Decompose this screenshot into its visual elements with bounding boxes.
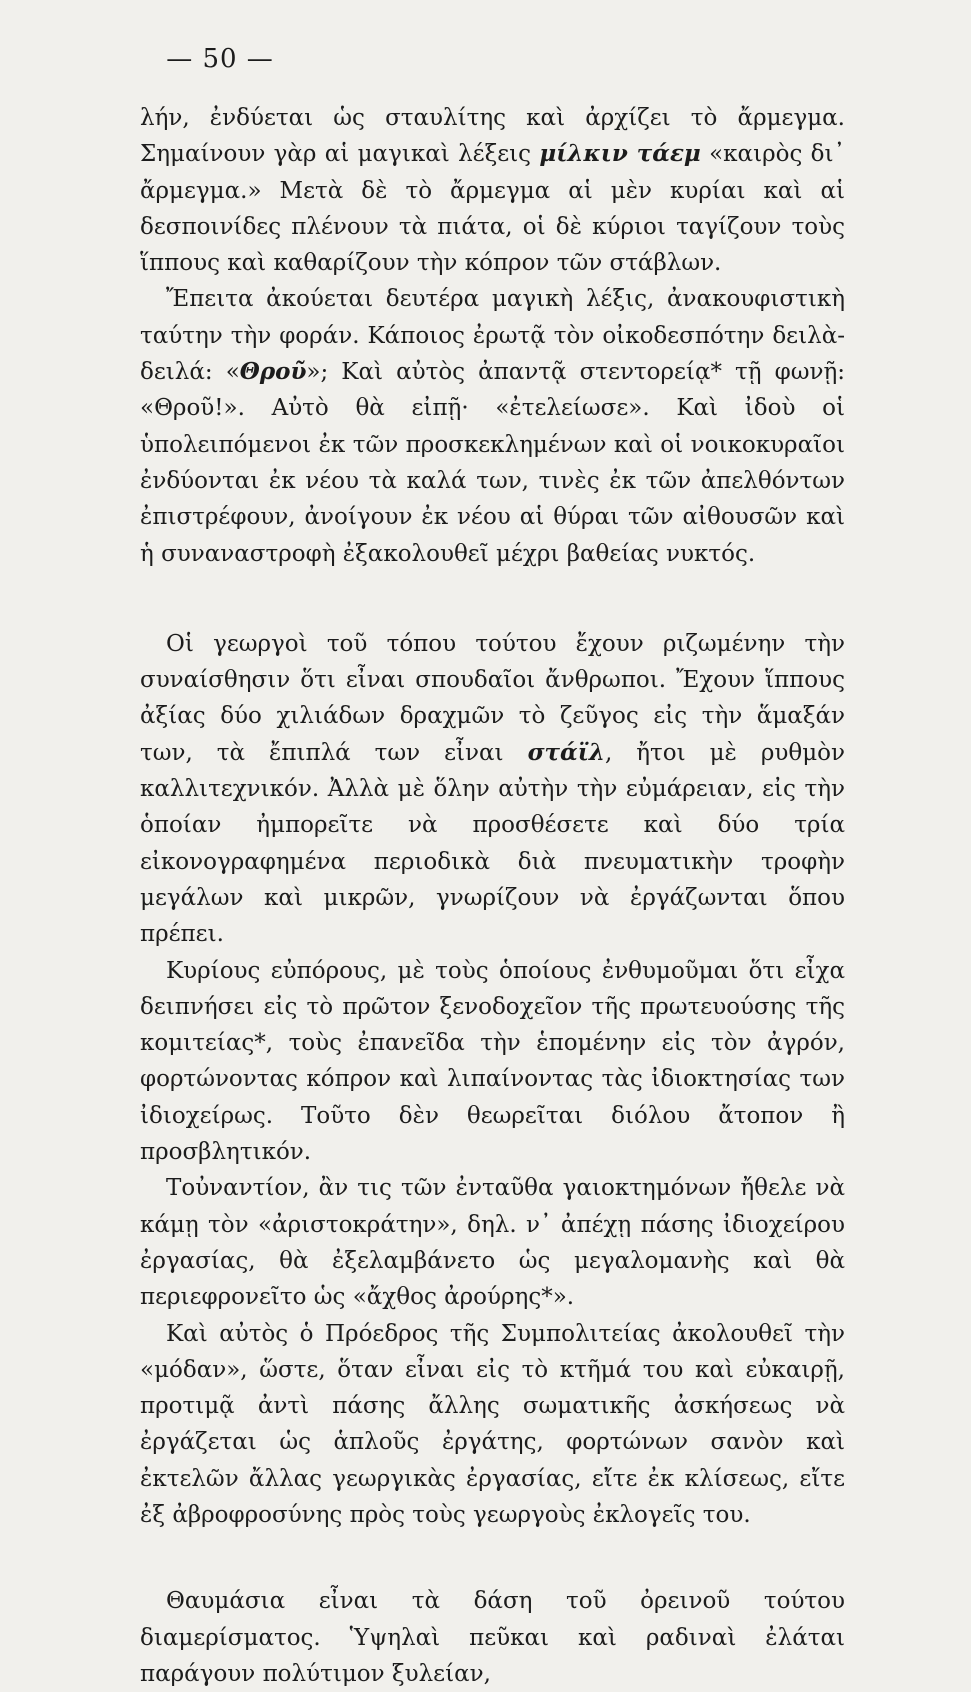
paragraph-5: [140, 1170, 845, 1315]
paragraph-4: [140, 953, 845, 1171]
paragraph-2-text-b: »; Καὶ αὐτὸς ἀπαντᾷ στεντορείᾳ* τῇ φωνῇ: «Θροῦ!». Αὐτὸ θὰ εἰπῇ· «ἐτελείωσε». Καὶ ἰδοὺ οἱ ὑπολειπόμενοι ἐκ τῶν προσκεκλημένων καὶ οἱ νοικοκυραῖοι ἐνδύονται ἐκ νέου τὰ καλά των, τινὲς ἐκ τῶν ἀπελθόντων ἐπιστρέφουν, ἀνοίγουν ἐκ νέου αἱ θύραι τῶν αἰθουσῶν καὶ ἡ συναναστροφὴ ἐξακολουθεῖ μέχρι βαθείας νυκτός.: [140, 359, 845, 567]
paragraph-1-text-b: «καιρὸς δι᾽ ἄρμεγμα.» Μετὰ δὲ τὸ ἄρμεγμα αἱ μὲν κυρίαι καὶ αἱ δεσποινίδες πλένουν τὰ πιάτα, οἱ δὲ κύριοι ταγίζουν τοὺς ἵππους καὶ καθαρίζουν τὴν κόπρον τῶν στάβλων.: [140, 141, 846, 277]
paragraph-6: [140, 1316, 845, 1534]
paragraph-1: [140, 100, 845, 281]
paragraph-4-text: Κυρίους εὐπόρους, μὲ τοὺς ὁποίους ἐνθυμοῦμαι ὅτι εἶχα δειπνήσει εἰς τὸ πρῶτον ξενοδοχεῖον τῆς πρωτευούσης τῆς κομιτείας*, τοὺς ἐπανεῖδα τὴν ἑπομένην εἰς τὸν ἀγρόν, φορτώνοντας κόπρον καὶ λιπαίνοντας τὰς ἰδιοκτησίας των ἰδιοχείρως. Τοῦτο δὲν θεωρεῖται διόλου ἄτοπον ἢ προσβλητικόν.: [140, 957, 845, 1166]
text-column: [140, 100, 845, 1692]
paragraph-5-text: Τοὐναντίον, ἂν τις τῶν ἐνταῦθα γαιοκτημόνων ἤθελε νὰ κάμῃ τὸν «ἀριστοκράτην», δηλ. ν᾽ ἀπέχῃ πάσης ἰδιοχείρου ἐργασίας, θὰ ἐξελαμβάνετο ὡς μεγαλομανὴς καὶ θὰ περιεφρονεῖτο ὡς «ἄχθος ἀρούρης*».: [140, 1175, 845, 1311]
page-number: — 50 —: [166, 44, 274, 74]
emphasis-milkin-taem: μίλκιν τάεμ: [539, 140, 701, 168]
emphasis-throu: Θρoῦ: [239, 358, 307, 386]
paragraph-2-text-a: Ἔπειτα ἀκούεται δευτέρα μαγικὴ λέξις, ἀνακουφιστικὴ ταύτην τὴν φοράν. Κάποιος ἐρωτᾷ τὸν οἰκοδεσπότην δειλὰ-δειλά: «: [140, 286, 845, 386]
paragraph-2: [140, 281, 845, 571]
paragraph-7: [140, 1583, 845, 1692]
paragraph-7-text: Θαυμάσια εἶναι τὰ δάση τοῦ ὀρεινοῦ τούτου διαμερίσματος. Ὑψηλαὶ πεῦκαι καὶ ραδιναὶ ἐλάται παράγουν πολύτιμον ξυλείαν,: [140, 1588, 845, 1687]
paragraph-6-text: Καὶ αὐτὸς ὁ Πρόεδρος τῆς Συμπολιτείας ἀκολουθεῖ τὴν «μόδαν», ὥστε, ὅταν εἶναι εἰς τὸ κτῆμά του καὶ εὐκαιρῇ, προτιμᾷ ἀντὶ πάσης ἄλλης σωματικῆς ἀσκήσεως νὰ ἐργάζεται ὡς ἁπλοῦς ἐργάτης, φορτώνων σανὸν καὶ ἐκτελῶν ἄλλας γεωργικὰς ἐργασίας, εἴτε ἐκ κλίσεως, εἴτε ἐξ ἀβροφροσύνης πρὸς τοὺς γεωργοὺς ἐκλογεῖς του.: [140, 1320, 845, 1528]
paragraph-3-text-b: , ἤτοι μὲ ρυθμὸν καλλιτεχνικόν. Ἀλλὰ μὲ ὅλην αὐτὴν τὴν εὐμάρειαν, εἰς τὴν ὁποίαν ἠμπορεῖτε νὰ προσθέσετε καὶ δύο τρία εἰκονογραφημένα περιοδικὰ διὰ πνευματικὴν τροφὴν μεγάλων καὶ μικρῶν, γνωρίζουν νὰ ἐργάζωνται ὅπου πρέπει.: [140, 739, 845, 948]
section-gap-2: [140, 1533, 845, 1583]
emphasis-stail: στάϊλ: [527, 738, 605, 766]
paragraph-3-text-a: Οἱ γεωργοὶ τοῦ τόπου τούτου ἔχουν ριζωμένην τὴν συναίσθησιν ὅτι εἶναι σπουδαῖοι ἄνθρωποι. Ἔχουν ἵππους ἀξίας δύο χιλιάδων δραχμῶν τὸ ζεῦγος εἰς τὴν ἅμαξάν των, τὰ ἔπιπλά των εἶναι: [140, 630, 845, 766]
paragraph-3: [140, 626, 845, 953]
paragraph-1-text-a: λήν, ἐνδύεται ὡς σταυλίτης καὶ ἀρχίζει τὸ ἄρμεγμα. Σημαίνουν γὰρ αἱ μαγικαὶ λέξεις: [140, 105, 845, 168]
section-gap: [140, 572, 845, 626]
